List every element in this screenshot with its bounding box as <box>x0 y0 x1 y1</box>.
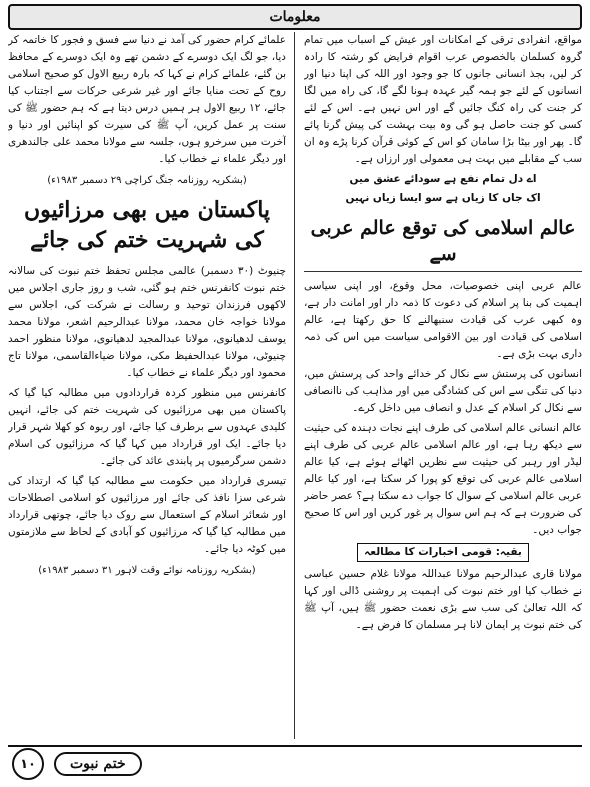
left-body-paragraph-2: کانفرنس میں منظور کردہ قراردادوں میں مطالبہ کیا گیا کہ پاکستان میں بھی مرزائیوں کی شہریت ختم کی جائے، انہیں کلیدی عہدوں سے برطرف کیا جائے، اور ربوہ کو کھلا شہر قرار دیا جائے۔ ایک اور قرارداد میں کہا گیا کہ مرزائیوں کی اسلام دشمن سرگرمیوں پر پابندی عائد کی جائے۔ <box>8 387 286 467</box>
magazine-title: ختم نبوت <box>54 752 142 776</box>
right-body-paragraph-1: عالم عربی اپنی خصوصیات، محل وقوع، اور اپنی سیاسی اہمیت کی بنا پر اسلام کی دعوت کا ذمہ دار اور امانت دار ہے، وہ کبھی عرب کی قیادت سنبھالنے کا حق رکھتا ہے، عالم اسلامی کی قیادت اور بین الاقوامی سیاست میں اس کی ذمہ داری بہت بڑی ہے۔ <box>304 280 582 360</box>
header-title: معلومات <box>269 9 321 25</box>
left-body-paragraph-1: چنیوٹ (۳۰ دسمبر) عالمی مجلس تحفظ ختم نبوت کی سالانہ ختم نبوت کانفرنس ختم ہو گئی، شب و روز جاری اجلاس میں لاکھوں فرزندان توحید و رسالت نے شرکت کی، اجلاس سے مولانا خواجہ خان محمد، مولانا عبدالرحیم اشعر، مولانا محمد یوسف لدھیانوی، مولانا عبدالمجید لدھیانوی، مولانا منظور احمد چنیوٹی، مولانا عبدالحفیظ مکی، مولانا ضیاءالقاسمی، مولانا تاج محمود اور دیگر علماء نے خطاب کیا۔ <box>8 265 286 379</box>
right-headline: عالم اسلامی کی توقع عالم عربی سے <box>304 215 582 272</box>
couplet-line-2: اک جاں کا زیاں ہے سو ایسا زیاں نہیں <box>345 192 541 204</box>
right-closing-paragraph: مولانا قاری عبدالرحیم مولانا عبداللہ مولانا غلام حسین عباسی نے خطاب کیا اور ختم نبوت کی اہمیت پر روشنی ڈالی اور کہا کہ اللہ تعالیٰ کی سب سے بڑی نعمت حضور ﷺ ہیں، آپ ﷺ کی ختم نبوت پر ایمان لانا ہر مسلمان کا فرض ہے۔ <box>304 568 582 631</box>
continued-label: بقیہ: قومی اخبارات کا مطالعہ <box>357 543 529 562</box>
boxed-label-row <box>304 543 582 562</box>
page-footer <box>8 745 582 781</box>
left-column <box>8 32 286 739</box>
left-body-paragraph-3: تیسری قرارداد میں حکومت سے مطالبہ کیا گیا کہ ارتداد کی شرعی سزا نافذ کی جائے اور مرزائیوں کو اسلامی اصطلاحات اور شعائر اسلام کے استعمال سے روک دیا جائے، چوتھی قرارداد میں مطالبہ کیا گیا کہ مرزائیوں کو آبادی کے لحاظ سے ملازمتوں میں کوٹہ دیا جائے۔ <box>8 475 286 555</box>
left-intro-paragraph: علمائے کرام حضور کی آمد نے دنیا سے فسق و فجور کا خاتمہ کر دیا، جو لگ ایک دوسرے کے دشمن تھے وہ ایک دوسرے کے محافظ بن گئے، علمائے کرام نے کہا کہ بارہ ربیع الاول کو صحیح اسلامی روح کے تحت منایا جائے اور غیر شرعی حرکات سے اجتناب کیا جائے، ۱۲ ربیع الاول ہر ہمیں درس دیتا ہے کہ ہم حضور ﷺ کی سنت پر عمل کریں، آپ ﷺ کی سیرت کو اپنائیں اور دنیا و آخرت میں سرخرو ہوں، جلسہ سے مولانا محمد علی جالندھری اور دیگر علماء نے خطاب کیا۔ <box>8 34 286 165</box>
right-body-paragraph-3: عالم انسانی عالم اسلامی کی طرف اپنے نجات دہندہ کی حیثیت سے دیکھ رہا ہے، اور عالم اسلامی عالم عربی کی طرف اپنے لیڈر اور رہبر کی حیثیت سے نظریں اٹھائے ہوئے ہے، کیا عالم اسلامی عالم عربی کی توقع کو پورا کر سکتا ہے، اور کیا عالم عربی عالم اسلامی کے سوال کا جواب دے سکتا ہے؟ عصر حاضر کی ضرورت ہے کہ ہم اس سوال پر غور کریں اور اس کا صحیح جواب دیں۔ <box>304 422 582 536</box>
right-body-paragraph-2: انسانوں کی پرستش سے نکال کر خدائے واحد کی پرستش میں، دنیا کی تنگی سے اس کی کشادگی میں اور مذاہب کی ناانصافی سے نکال کر اسلام کے عدل و انصاف میں داخل کرے۔ <box>304 368 582 414</box>
column-divider <box>294 32 295 739</box>
page-number: ۱۰ <box>12 748 44 780</box>
credit-jang: (بشکریہ روزنامہ جنگ کراچی ۲۹ دسمبر ۱۹۸۳ء) <box>47 175 247 186</box>
page-header <box>8 4 582 30</box>
right-intro-paragraph: مواقع، انفرادی ترقی کے امکانات اور عیش کے اسباب میں تمام گروہ کسلمان بالخصوص عرب اقوام فرایض کو رشتہ کا رادہ کر لیں، بجذ انسانی جانوں کا جو وجود اور اللہ کی اپنا دنیا اور انسانوں کے لئے جو ہمہ گیر عہدہ ہونا لگے گا، کی راہ میں لگا کر جنت کی راہ کنگ جائیں گے اور اس نہیں ہے۔ اس کے لئے کسی کو جنت حاصل ہو گی وہ بیت بہشت کی پیش گرنا پائے گا۔ پھر اور بیٹا بڑا سامان کو اس کے کوئی قرآن کرنا پڑے وہ ان سب کے مقابلے میں بہت ہی معمولی اور ارزاں ہے۔ <box>304 34 582 165</box>
left-headline: پاکستان میں بھی مرزائیوں کی شہریت ختم کی جائے <box>23 197 271 253</box>
couplet-line-1: اے دل تمام نفع ہے سودائے عشق میں <box>349 173 537 185</box>
right-column <box>304 32 582 739</box>
credit-nawaiwaqt: (بشکریہ روزنامہ نوائے وقت لاہور ۳۱ دسمبر ۱۹۸۳ء) <box>38 565 256 576</box>
